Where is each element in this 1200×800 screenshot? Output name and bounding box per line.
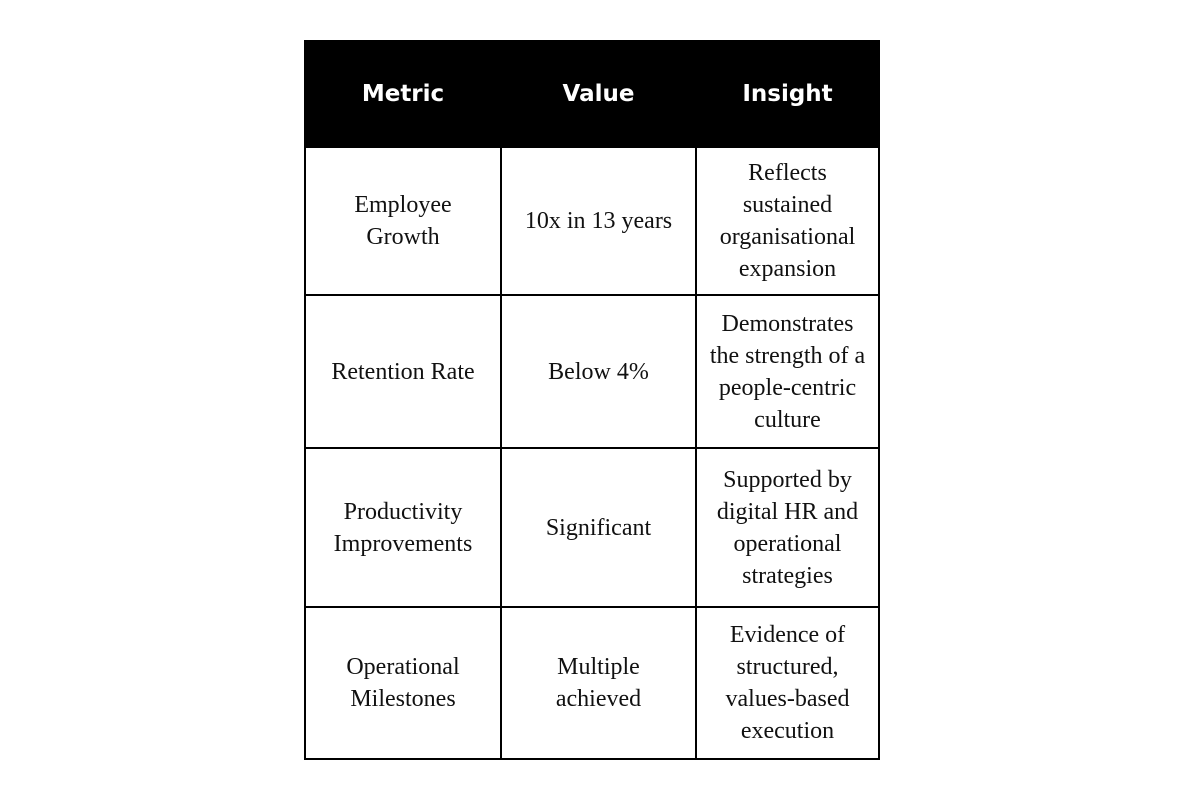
header-metric: Metric — [305, 41, 501, 147]
cell-insight: Supported by digital HR and operational strategies — [696, 448, 879, 607]
header-row — [305, 41, 879, 147]
metrics-table — [304, 40, 880, 760]
table-row — [305, 147, 879, 295]
cell-metric: Retention Rate — [305, 295, 501, 448]
cell-insight: Reflects sustained organisational expansion — [696, 147, 879, 295]
cell-value: 10x in 13 years — [501, 147, 696, 295]
cell-insight: Evidence of structured, values-based execution — [696, 607, 879, 759]
cell-metric: Operational Milestones — [305, 607, 501, 759]
table-row — [305, 295, 879, 448]
cell-metric: Employee Growth — [305, 147, 501, 295]
header-value: Value — [501, 41, 696, 147]
table-row — [305, 607, 879, 759]
cell-insight: Demonstrates the strength of a people-centric culture — [696, 295, 879, 448]
cell-metric: Productivity Improvements — [305, 448, 501, 607]
cell-value: Below 4% — [501, 295, 696, 448]
table-row — [305, 448, 879, 607]
cell-value: Significant — [501, 448, 696, 607]
header-insight: Insight — [696, 41, 879, 147]
cell-value: Multiple achieved — [501, 607, 696, 759]
